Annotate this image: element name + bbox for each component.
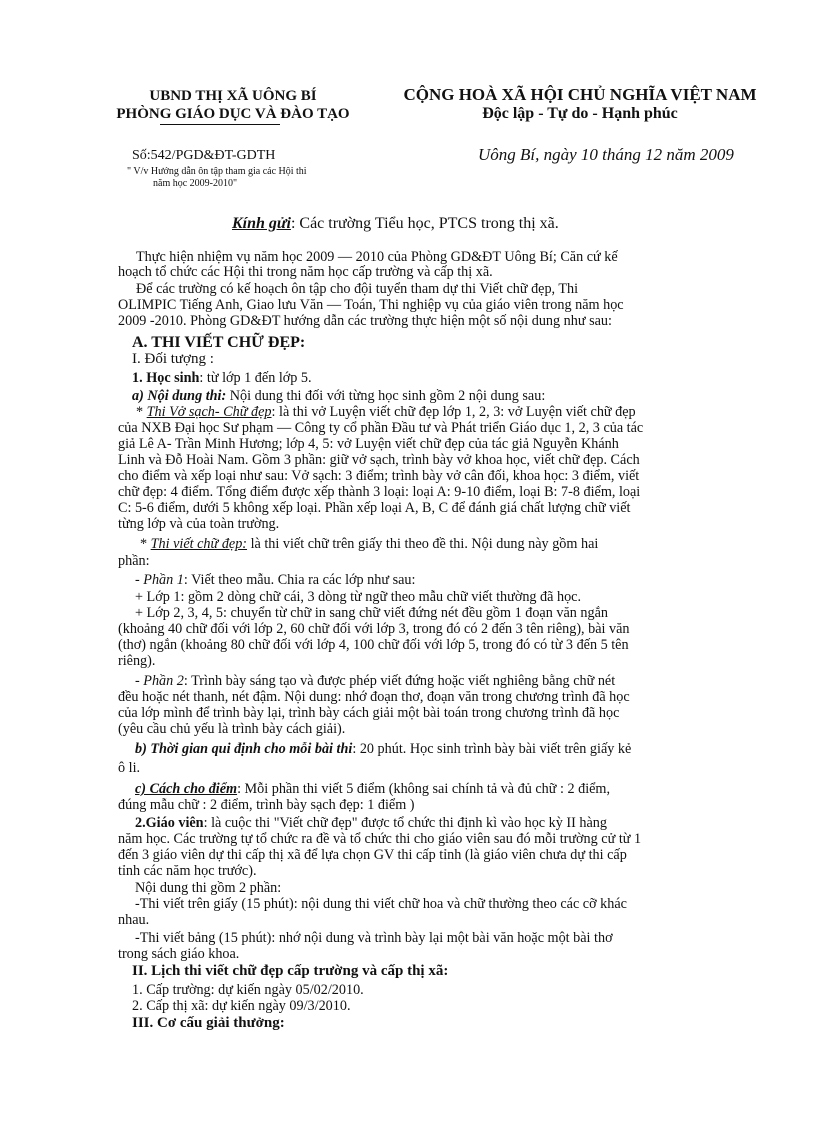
- item-hoc-sinh-label: 1. Học sinh: [132, 370, 200, 386]
- recipient-label: Kính gửi: [232, 215, 291, 232]
- cach-cho-diem-line: [135, 781, 610, 797]
- vo-sach-cont: giả Lê A- Trần Minh Hương; lớp 4, 5: vở Luyện viết chữ đẹp của tác giả Nguyễn Khánh: [118, 436, 619, 452]
- giao-vien-text: : là cuộc thi "Viết chữ đẹp" được tổ chức thi định kì vào học kỳ II hàng: [203, 815, 607, 831]
- phan-2-line: - Phần 2: Trình bày sáng tạo và được phép viết đứng hoặc viết nghiêng bằng chữ nét: [135, 673, 616, 689]
- item-hoc-sinh-text: : từ lớp 1 đến lớp 5.: [199, 370, 312, 386]
- schedule-item: 1. Cấp trường: dự kiến ngày 05/02/2010.: [132, 982, 364, 998]
- phan-1-label: Phần 1: [143, 572, 184, 588]
- vo-sach-line: * Thi Vở sạch- Chữ đẹp: là thi vở Luyện viết chữ đẹp lớp 1, 2, 3: vở Luyện viết chữ đẹp: [136, 404, 636, 420]
- phan-1-line: - Phần 1: Viết theo mẫu. Chia ra các lớp như sau:: [135, 572, 416, 588]
- thi-viet-text: là thi viết chữ trên giấy thi theo đề thi. Nội dung này gồm hai: [247, 536, 599, 552]
- giao-vien-cont: năm học. Các trường tự tổ chức ra đề và tổ chức thi cho giáo viên sau đó mỗi trường cử từ 1: [118, 831, 642, 847]
- motto: Độc lập - Tự do - Hạnh phúc: [482, 105, 678, 122]
- phan-1-text: : Viết theo mẫu. Chia ra các lớp như sau:: [183, 572, 416, 588]
- nation-title: CỘNG HOÀ XÃ HỘI CHỦ NGHĨA VIỆT NAM: [403, 85, 757, 104]
- header-divider: [160, 124, 280, 125]
- org-name-line1: UBND THỊ XÃ UÔNG BÍ: [149, 88, 317, 104]
- phan-2-cont: (yêu cầu chủ yếu là trình bày cách giải).: [118, 721, 346, 737]
- phan-2-cont: đều hoặc nét thanh, nét đậm. Nội dung: nhớ đoạn thơ, đoạn văn trong chương trình đã học: [118, 689, 630, 705]
- giao-vien-cont: tỉnh các năm học trước).: [118, 863, 257, 879]
- thi-viet-cont: phần:: [118, 553, 150, 569]
- giao-vien-cont: trong sách giáo khoa.: [118, 946, 240, 962]
- phan-1-item: + Lớp 2, 3, 4, 5: chuyển từ chữ in sang chữ viết đứng nét đều gồm 1 đoạn văn ngắn: [135, 605, 608, 621]
- vo-sach-cont: cho điểm và xếp loại như sau: Vở sạch: 3 điểm; trình bày vở cân đối, khoa học: 3 điểm, viết: [118, 468, 640, 484]
- cach-cho-diem-cont: đúng mẫu chữ : 2 điểm, trình bày sạch đẹp: 1 điểm ): [118, 797, 415, 813]
- giao-vien-cont: -Thi viết trên giấy (15 phút): nội dung thi viết chữ hoa và chữ thường theo các cỡ khác: [135, 896, 627, 912]
- item-hoc-sinh: [132, 370, 312, 386]
- noi-dung-thi-text: Nội dung thi đối với từng học sinh gồm 2 nội dung sau:: [226, 388, 546, 404]
- vo-sach-text: : là thi vở Luyện viết chữ đẹp lớp 1, 2, 3: vở Luyện viết chữ đẹp: [271, 404, 636, 420]
- section-a-title: A. THI VIẾT CHỮ ĐẸP:: [132, 334, 306, 351]
- thoi-gian-line: [135, 741, 631, 757]
- subject-line2: năm học 2009-2010": [153, 178, 238, 189]
- subheading-doi-tuong: I. Đối tượng :: [132, 351, 214, 367]
- place-date: Uông Bí, ngày 10 tháng 12 năm 2009: [478, 145, 734, 164]
- vo-sach-label: Thi Vở sạch- Chữ đẹp: [146, 404, 272, 420]
- schedule-item: 2. Cấp thị xã: dự kiến ngày 09/3/2010.: [132, 998, 351, 1014]
- subheading-giai-thuong: III. Cơ cấu giải thưởng:: [132, 1015, 285, 1031]
- phan-1-item: riêng).: [118, 653, 156, 669]
- phan-1-item: (khoảng 40 chữ đối với lớp 2, 60 chữ đối với lớp 3, trong đó có 2 đến 3 tên riêng), bài văn: [118, 621, 630, 637]
- intro-line: OLIMPIC Tiếng Anh, Giao lưu Văn — Toán, Thi nghiệp vụ của giáo viên trong năm học: [118, 297, 624, 313]
- recipient: [232, 215, 559, 233]
- phan-1-item: + Lớp 1: gồm 2 dòng chữ cái, 3 dòng từ ngữ theo mẫu chữ viết thường đã học.: [135, 589, 582, 605]
- thi-viet-line: * Thi viết chữ đẹp: là thi viết chữ trên giấy thi theo đề thi. Nội dung này gồm hai: [140, 536, 599, 552]
- thi-viet-label: Thi viết chữ đẹp:: [150, 536, 248, 552]
- thoi-gian-cont: ô li.: [118, 760, 141, 776]
- recipient-text: : Các trường Tiểu học, PTCS trong thị xã.: [290, 215, 559, 232]
- vo-sach-cont: của NXB Đại học Sư phạm — Công ty cổ phần Đầu tư và Phát triển Giáo dục 1, 2, 3 của tác: [118, 420, 644, 436]
- vo-sach-cont: C: 5-6 điểm, dưới 5 không xếp loại. Phần xếp loại A, B, C để đánh giá chất lượng chữ viết: [118, 500, 631, 516]
- phan-2-cont: của lớp mình để trình bày lại, trình bày cách giải một bài toán trong chương trình đã học: [118, 705, 620, 721]
- intro-line: 2009 -2010. Phòng GD&ĐT hướng dẫn các trường thực hiện một số nội dung như sau:: [118, 313, 612, 329]
- intro-line: Thực hiện nhiệm vụ năm học 2009 — 2010 của Phòng GD&ĐT Uông Bí; Căn cứ kế: [136, 249, 618, 265]
- giao-vien-line: [135, 815, 607, 831]
- vo-sach-cont: từng lớp và của toàn trường.: [118, 516, 280, 532]
- org-name-line2: PHÒNG GIÁO DỤC VÀ ĐÀO TẠO: [116, 106, 350, 122]
- vo-sach-cont: Linh và Đỗ Hoài Nam. Gồm 3 phần: giữ vở sạch, trình bày vở khoa học, viết chữ đẹp. Cách: [118, 452, 640, 468]
- giao-vien-cont: Nội dung thi gồm 2 phần:: [135, 880, 282, 896]
- giao-vien-cont: nhau.: [118, 912, 150, 928]
- subheading-lich-thi: II. Lịch thi viết chữ đẹp cấp trường và cấp thị xã:: [132, 963, 449, 979]
- noi-dung-thi: [132, 388, 545, 404]
- giao-vien-label: 2.Giáo viên: [135, 815, 204, 831]
- phan-2-label: Phần 2: [143, 673, 184, 689]
- subject-line1: " V/v Hướng dẫn ôn tập tham gia các Hội thi: [127, 166, 307, 177]
- doc-number: Số:542/PGD&ĐT-GDTH: [132, 148, 276, 163]
- noi-dung-thi-label: a) Nội dung thi:: [132, 388, 227, 404]
- cach-cho-diem-label: c) Cách cho điểm: [135, 781, 238, 797]
- intro-line: Để các trường có kế hoạch ôn tập cho đội tuyển tham dự thi Viết chữ đẹp, Thi: [136, 281, 579, 297]
- cach-cho-diem-text: : Mỗi phần thi viết 5 điểm (không sai chính tả và đủ chữ : 2 điểm,: [237, 781, 611, 797]
- phan-1-item: (thơ) ngắn (khoảng 80 chữ đối với lớp 4, 100 chữ đối với lớp 5, trong đó có từ 3 đến 5 tên: [118, 637, 629, 653]
- phan-2-text: : Trình bày sáng tạo và được phép viết đứng hoặc viết nghiêng bằng chữ nét: [183, 673, 616, 689]
- vo-sach-cont: chữ đẹp: 4 điểm. Tổng điểm được xếp thành 3 loại: loại A: 9-10 điểm, loại B: 7-8 điểm, loại: [118, 484, 641, 500]
- giao-vien-cont: đến 3 giáo viên dự thi cấp thị xã để lựa chọn GV thi cấp tỉnh (là giáo viên chưa dự thi cấp: [118, 847, 627, 863]
- giao-vien-cont: -Thi viết bảng (15 phút): nhớ nội dung và trình bày lại một bài văn hoặc một bài thơ: [135, 930, 613, 946]
- intro-line: hoạch tổ chức các Hội thi trong năm học cấp trường và cấp thị xã.: [118, 264, 493, 280]
- thoi-gian-label: b) Thời gian qui định cho mỗi bài thi: [135, 741, 353, 757]
- thoi-gian-text: : 20 phút. Học sinh trình bày bài viết trên giấy kẻ: [352, 741, 632, 757]
